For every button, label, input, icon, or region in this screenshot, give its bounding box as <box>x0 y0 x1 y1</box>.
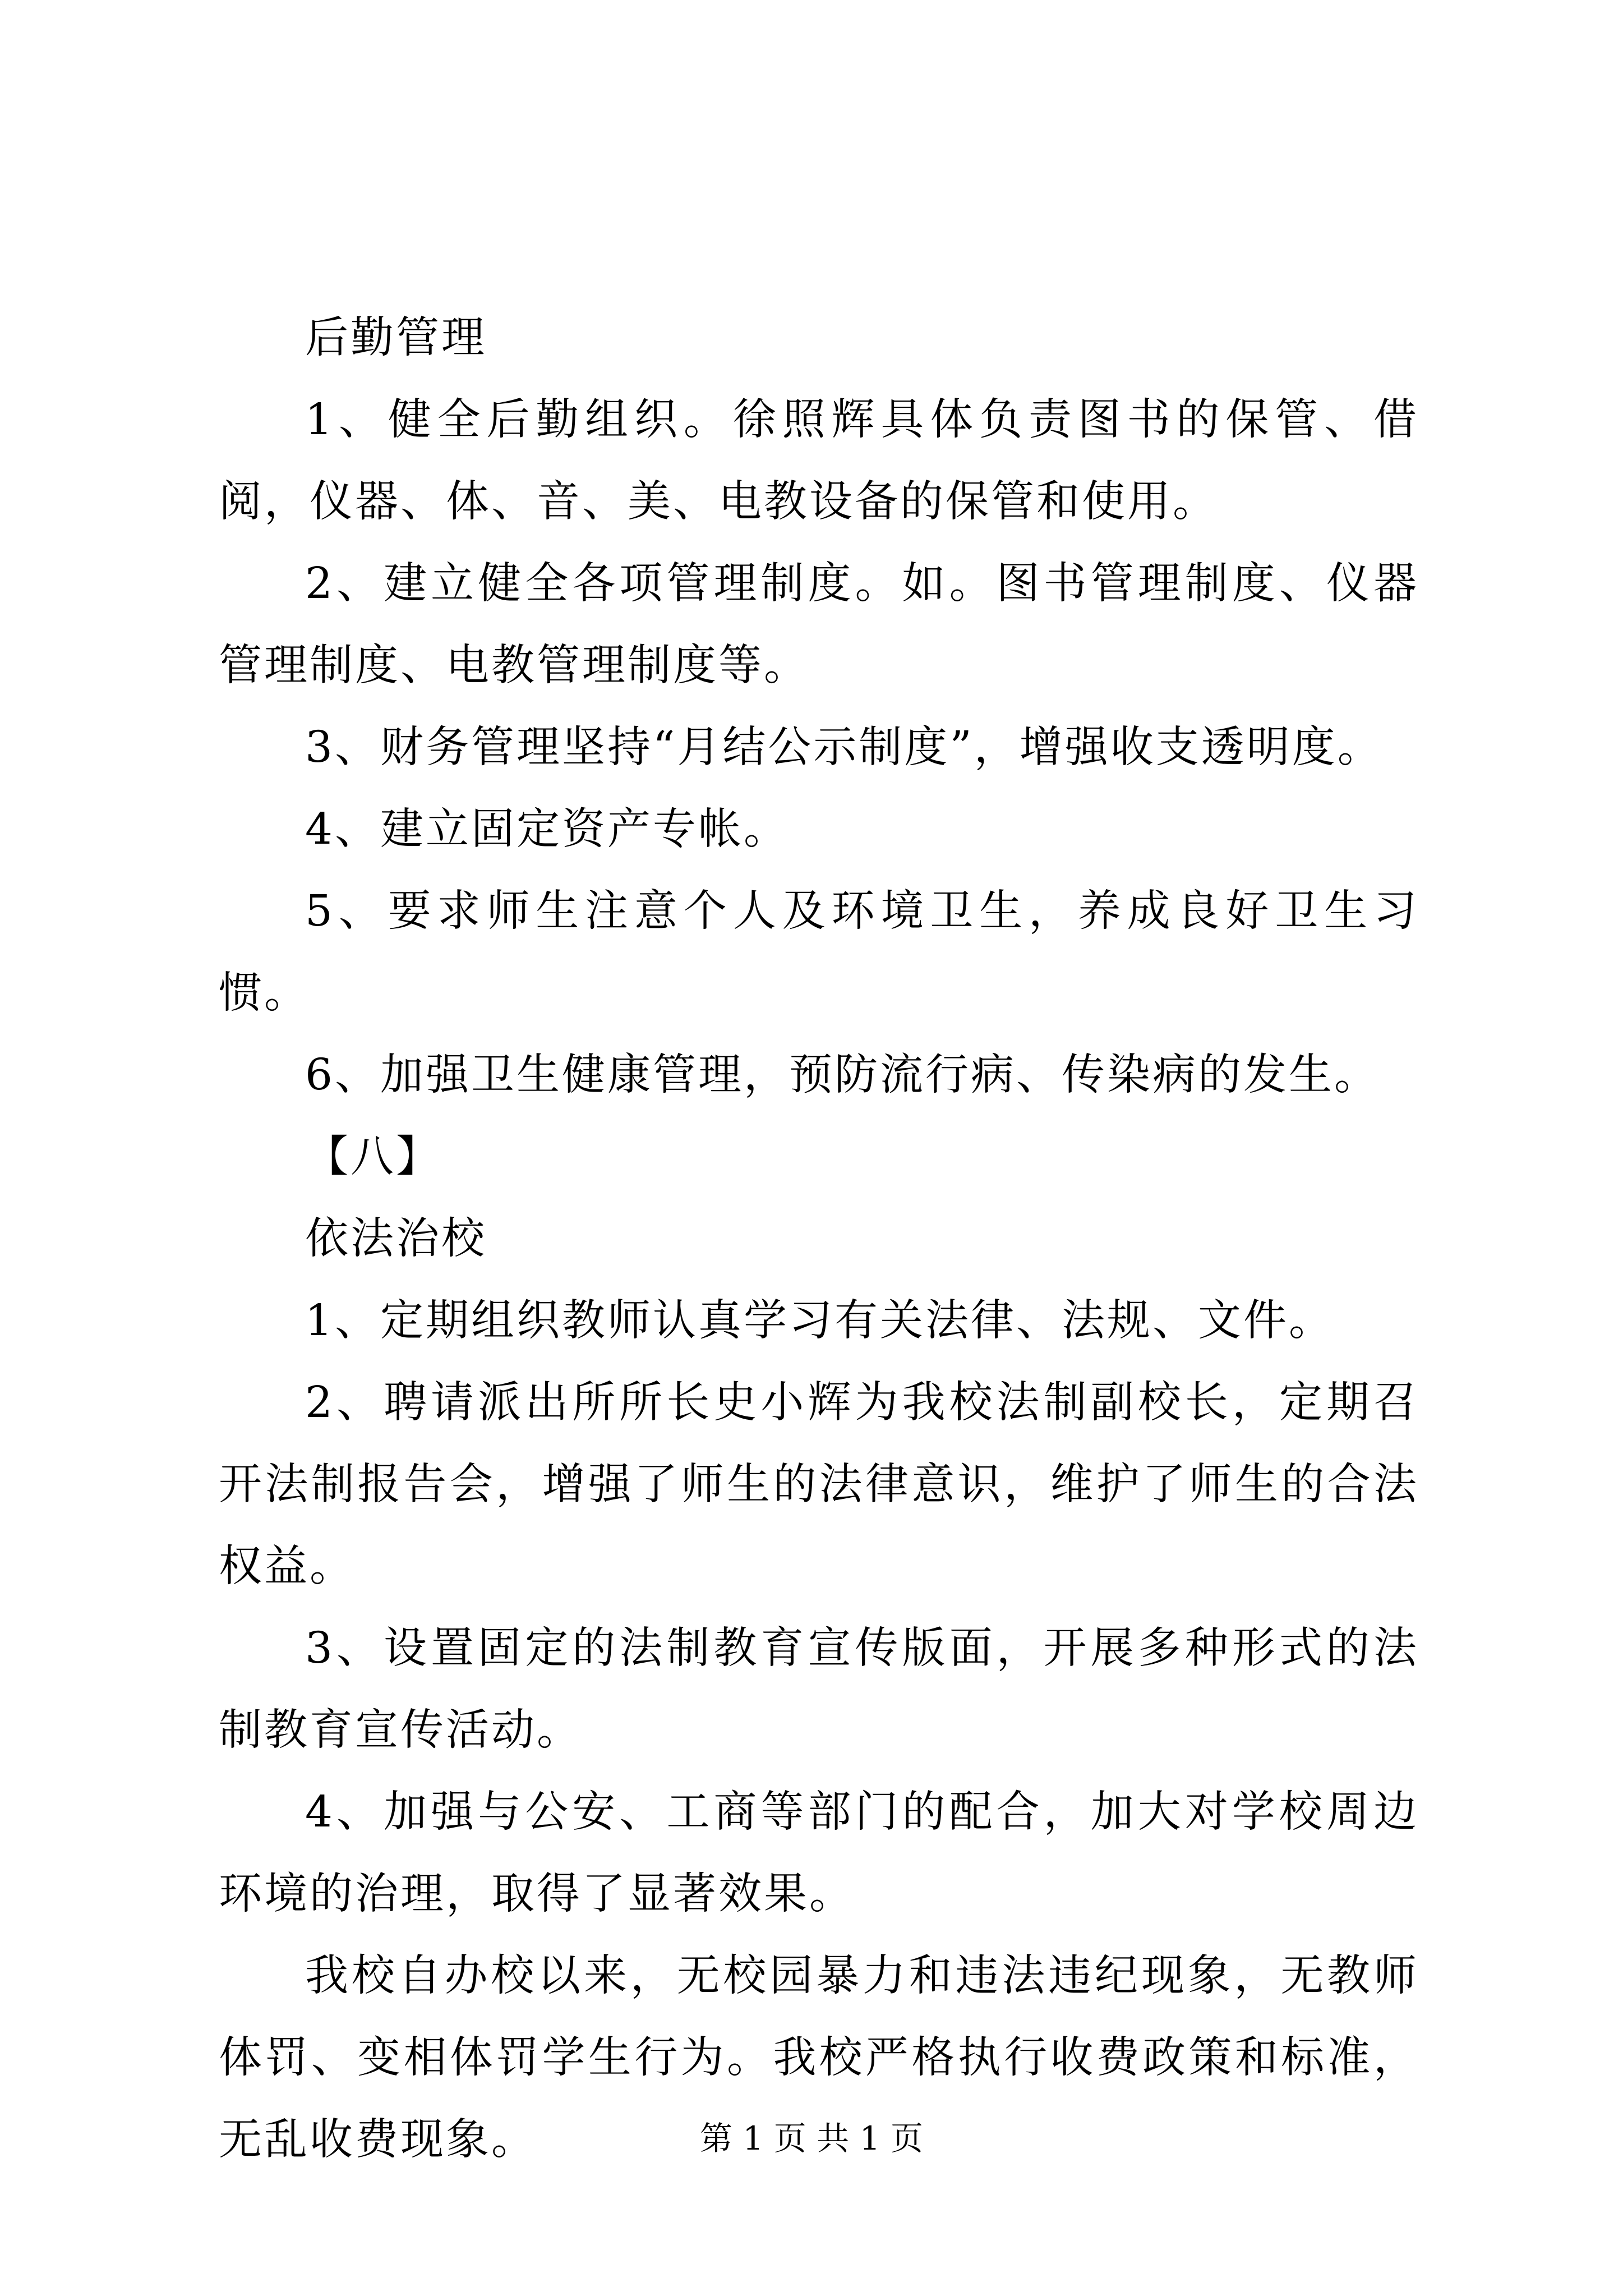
paragraph: 3、设置固定的法制教育宣传版面，开展多种形式的法制教育宣传活动。 <box>219 1623 1419 1755</box>
section-heading-logistics: 后勤管理 <box>305 313 487 363</box>
paragraph: 4、建立固定资产专帐。 <box>305 804 789 854</box>
document-body <box>219 297 1419 2181</box>
paragraph: 2、建立健全各项管理制度。如。图书管理制度、仪器管理制度、电教管理制度等。 <box>219 559 1419 691</box>
paragraph: 4、加强与公安、工商等部门的配合，加大对学校周边环境的治理，取得了显著效果。 <box>219 1787 1419 1919</box>
section-heading-rule-of-law: 依法治校 <box>305 1214 487 1264</box>
paragraph: 1、健全后勤组织。徐照辉具体负责图书的保管、借阅，仪器、体、音、美、电教设备的保管和使用。 <box>219 395 1419 527</box>
section-number: 【八】 <box>305 1132 441 1182</box>
paragraph: 我校自办校以来，无校园暴力和违法违纪现象，无教师体罚、变相体罚学生行为。我校严格执行收费政策和标准，无乱收费现象。 <box>219 1951 1419 2165</box>
paragraph: 3、财务管理坚持“月结公示制度”，增强收支透明度。 <box>305 723 1383 772</box>
paragraph: 5、要求师生注意个人及环境卫生，养成良好卫生习惯。 <box>219 886 1419 1018</box>
paragraph: 1、定期组织教师认真学习有关法律、法规、文件。 <box>305 1296 1334 1346</box>
page-footer: 第 1 页 共 1 页 <box>700 2119 923 2157</box>
paragraph: 2、聘请派出所所长史小辉为我校法制副校长，定期召开法制报告会，增强了师生的法律意识，维护了师生的合法权益。 <box>219 1378 1419 1591</box>
paragraph: 6、加强卫生健康管理，预防流行病、传染病的发生。 <box>305 1050 1380 1100</box>
